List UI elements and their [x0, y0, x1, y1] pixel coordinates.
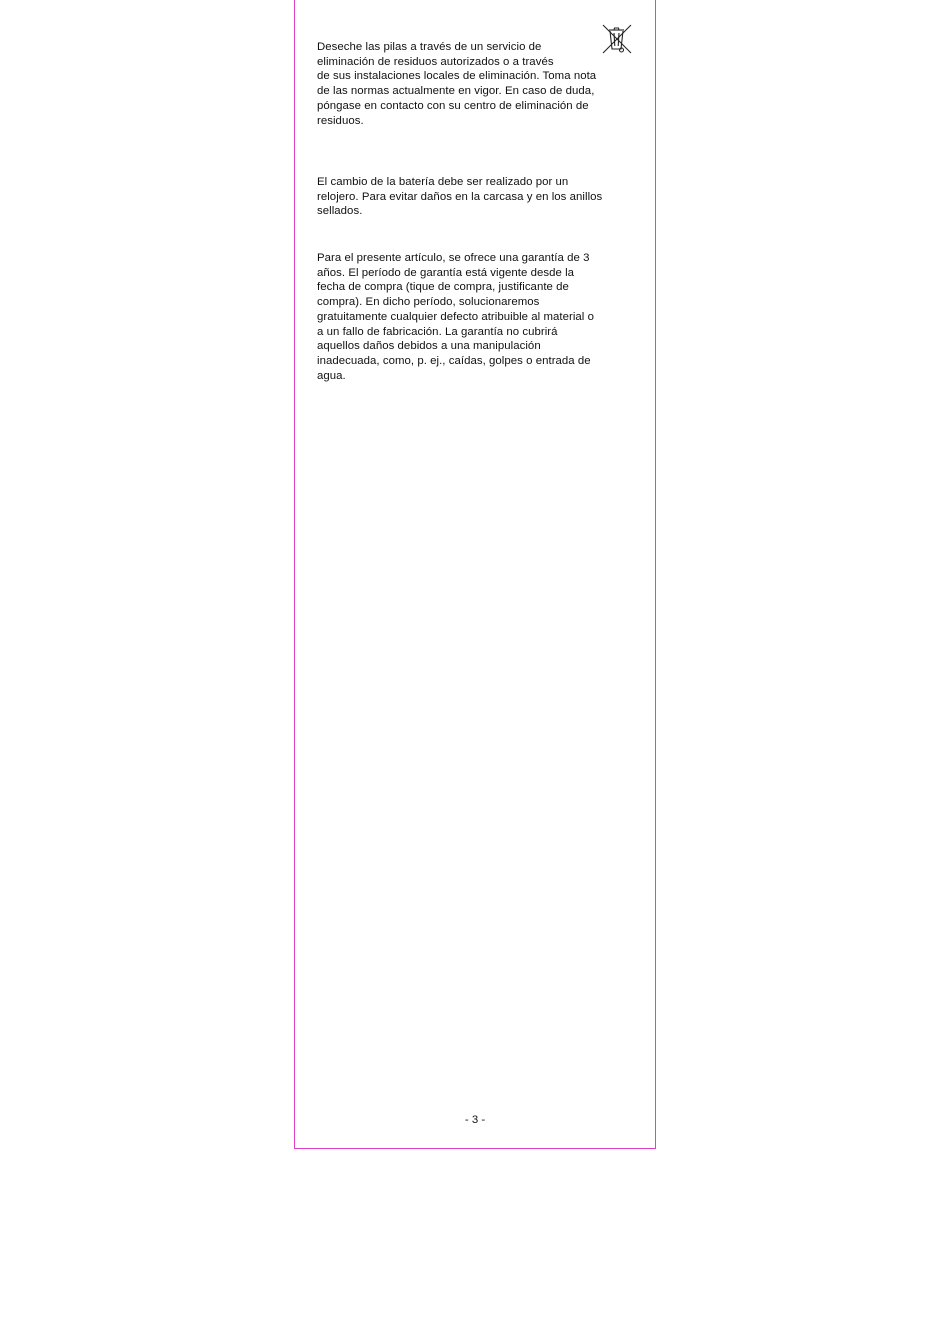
paragraph-line: inadecuada, como, p. ej., caídas, golpes o entrada de: [317, 354, 591, 367]
paragraph-line: agua.: [317, 369, 346, 382]
trim-line-right: [655, 0, 656, 1149]
paragraph-line: aquellos daños debidos a una manipulación: [317, 340, 541, 353]
paragraph-line: gratuitamente cualquier defecto atribuible al material o: [317, 310, 594, 323]
paragraph-line: póngase en contacto con su centro de eliminación de: [317, 99, 589, 112]
crossed-out-wheelie-bin-icon: [600, 22, 634, 56]
paragraph-line: eliminación de residuos autorizados o a través: [317, 55, 554, 68]
trim-line-left: [294, 0, 295, 1149]
paragraph-line: sellados.: [317, 205, 363, 218]
paragraph-line: fecha de compra (tique de compra, justificante de: [317, 281, 569, 294]
paragraph-line: compra). En dicho período, solucionaremos: [317, 296, 540, 309]
paragraph-line: de las normas actualmente en vigor. En caso de duda,: [317, 85, 595, 98]
paragraph-line: Deseche las pilas a través de un servicio de: [317, 41, 542, 53]
paragraph-line: de sus instalaciones locales de eliminación. Toma nota: [317, 70, 597, 83]
paragraph-line: a un fallo de fabricación. La garantía no cubrirá: [317, 325, 558, 338]
warranty-paragraph: [317, 251, 594, 383]
paragraph-line: El cambio de la batería debe ser realizado por un: [317, 176, 569, 188]
page-number: - 3 -: [464, 1114, 486, 1126]
paragraph-line: Para el presente artículo, se ofrece una garantía de 3: [317, 252, 590, 264]
paragraph-line: residuos.: [317, 114, 364, 127]
paragraph-line: relojero. Para evitar daños en la carcasa y en los anillos: [317, 190, 603, 203]
battery-change-paragraph: [317, 175, 602, 219]
trim-line-bottom: [294, 1148, 656, 1149]
paragraph-line: años. El período de garantía está vigente desde la: [317, 266, 575, 279]
battery-disposal-paragraph: [317, 40, 596, 128]
